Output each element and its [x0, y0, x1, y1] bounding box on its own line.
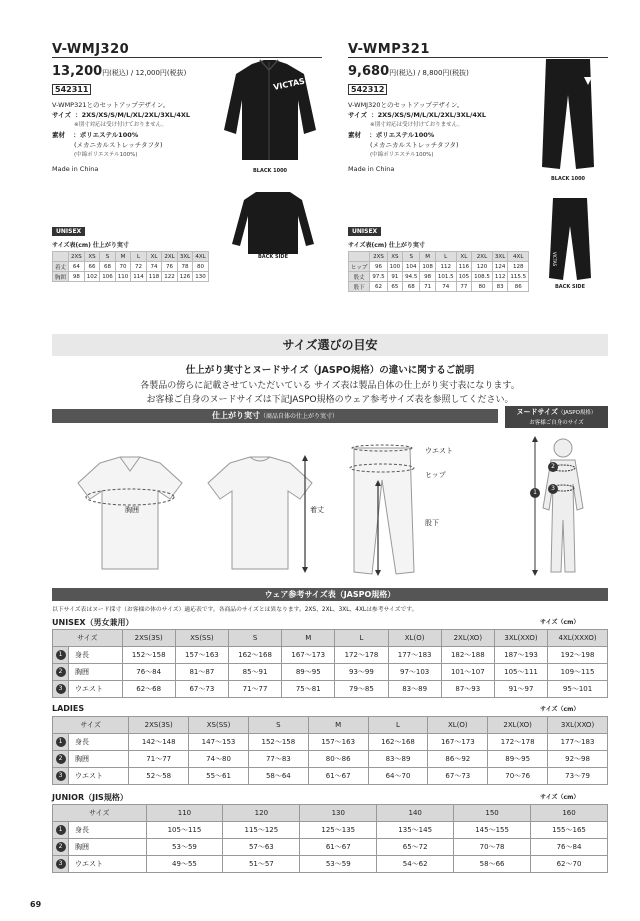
table-cell: 145〜155 — [454, 822, 531, 839]
table-cell: 62〜68 — [122, 681, 175, 698]
table-cell: 97〜103 — [388, 664, 441, 681]
size-table-title: サイズ表(cm) 仕上がり実寸 — [348, 242, 425, 249]
marker-1: 1 — [530, 488, 540, 498]
table-cell: 67〜73 — [175, 681, 228, 698]
table-row — [53, 664, 608, 681]
header-cell: L — [368, 717, 428, 734]
header-cell: XS(SS) — [189, 717, 249, 734]
guide-line2: お客様ご自身のヌードサイズは下記JASPO規格のウェア参考サイズ表を参照してください。 — [146, 395, 514, 405]
table-header-row — [53, 717, 608, 734]
table-header-row — [53, 805, 608, 822]
page-number: 69 — [30, 900, 42, 909]
caption-front: BLACK 1000 — [550, 176, 586, 182]
table-cell: 100 — [387, 262, 403, 272]
row-label: 着丈 — [53, 262, 69, 272]
header-cell: XS — [84, 252, 100, 262]
table-cell: 77〜83 — [248, 751, 308, 768]
material-fill: (中綿ポリエステル100%) — [74, 152, 138, 158]
product-code: V-WMJ320 — [52, 42, 130, 57]
table-cell: 108 — [420, 262, 436, 272]
table-cell: 91 — [387, 272, 403, 282]
nude-size-bar — [505, 406, 608, 428]
table-cell: 65 — [387, 282, 403, 292]
table-cell: 101〜107 — [441, 664, 494, 681]
jacket-back-image — [228, 186, 318, 256]
material-detail: (メカニカルストレッチタフタ) — [74, 141, 163, 149]
table-cell: 135〜145 — [377, 822, 454, 839]
row-number-badge: 2 — [56, 667, 66, 677]
body-figure — [515, 436, 595, 576]
table-cell: 71〜77 — [228, 681, 281, 698]
header-cell: M — [420, 252, 436, 262]
product-price — [348, 64, 469, 79]
table-cell: 55〜61 — [189, 768, 249, 785]
table-cell: 54〜62 — [377, 856, 454, 873]
table-cell: 62〜70 — [531, 856, 608, 873]
table-row — [349, 272, 529, 282]
table-cell: 73〜79 — [548, 768, 608, 785]
header-cell: 2XS(3S) — [129, 717, 189, 734]
table-cell: 53〜59 — [300, 856, 377, 873]
table-row — [53, 751, 608, 768]
table-cell: 49〜55 — [146, 856, 223, 873]
table-cell: 53〜59 — [146, 839, 223, 856]
polo-diagram — [70, 455, 190, 575]
row-label: 身長 — [69, 734, 129, 751]
table-cell: 74 — [435, 282, 456, 292]
table-cell: 162〜168 — [228, 647, 281, 664]
size-list: ：2XS/XS/S/M/L/XL/2XL/3XL/4XL — [371, 111, 486, 119]
header-cell: 120 — [223, 805, 300, 822]
table-row — [53, 734, 608, 751]
row-number-badge: 2 — [56, 842, 66, 852]
row-number-badge: 1 — [56, 650, 66, 660]
row-label: 股下 — [349, 282, 370, 292]
header-cell: XL(O) — [428, 717, 488, 734]
table-cell: 92〜98 — [548, 751, 608, 768]
table-cell: 177〜183 — [388, 647, 441, 664]
table-cell: 125〜135 — [300, 822, 377, 839]
row-label: ウエスト — [69, 681, 123, 698]
table-cell: 167〜173 — [428, 734, 488, 751]
row-label: ウエスト — [69, 856, 147, 873]
table-cell: 61〜67 — [300, 839, 377, 856]
row-label: 胸囲 — [53, 272, 69, 282]
table-cell: 77 — [456, 282, 472, 292]
header-cell: XS — [387, 252, 403, 262]
pants-front-image — [530, 55, 605, 173]
table-row — [349, 262, 529, 272]
length-label: 着丈 — [310, 506, 324, 514]
table-cell: 182〜188 — [441, 647, 494, 664]
table-header-row — [53, 630, 608, 647]
row-number — [53, 734, 69, 751]
row-number — [53, 768, 69, 785]
header-cell: 140 — [377, 805, 454, 822]
jacket-front-image — [212, 52, 327, 167]
header-cell: サイズ — [53, 717, 129, 734]
unisex-table — [52, 629, 608, 698]
pants-back-image — [545, 196, 595, 282]
table-cell: 94.5 — [403, 272, 420, 282]
table-cell: 112 — [492, 272, 508, 282]
material-text: ：ポリエステル100% — [369, 131, 435, 139]
row-number — [53, 856, 69, 873]
product-id: 542312 — [348, 84, 387, 95]
table-cell: 110 — [115, 272, 131, 282]
finished-label: 仕上がり実寸 — [211, 411, 260, 420]
table-cell: 70 — [115, 262, 131, 272]
table-row — [53, 822, 608, 839]
table-cell: 58〜64 — [248, 768, 308, 785]
table-cell: 102 — [84, 272, 100, 282]
table-cell: 157〜163 — [175, 647, 228, 664]
table-cell: 106 — [100, 272, 116, 282]
table-cell: 101.5 — [435, 272, 456, 282]
product-price — [52, 64, 186, 79]
header-cell: 2XS — [370, 252, 387, 262]
row-label: ヒップ — [349, 262, 370, 272]
header-cell: S — [100, 252, 116, 262]
table-cell: 67〜73 — [428, 768, 488, 785]
material-label: 素材 — [348, 131, 361, 139]
table-cell: 126 — [177, 272, 193, 282]
unit-label: サイズ（cm） — [540, 706, 580, 713]
header-cell: 150 — [454, 805, 531, 822]
header-cell: L — [131, 252, 147, 262]
header-cell: 3XL — [492, 252, 508, 262]
header-cell: XL — [146, 252, 162, 262]
table-cell: 98 — [69, 272, 85, 282]
table-row — [53, 768, 608, 785]
table-cell: 155〜165 — [531, 822, 608, 839]
pants-diagram — [340, 440, 450, 580]
guide-line1: 各製品の傍らに記載させていただいている サイズ表は製品自体の仕上がり実寸表になります。 — [140, 381, 520, 391]
table-cell: 95〜101 — [548, 681, 608, 698]
table-row — [53, 681, 608, 698]
header-cell — [53, 252, 69, 262]
row-number — [53, 822, 69, 839]
header-cell: M — [115, 252, 131, 262]
header-cell: 4XL — [193, 252, 209, 262]
table-cell: 70〜76 — [488, 768, 548, 785]
table-cell: 81〜87 — [175, 664, 228, 681]
table-cell: 70〜78 — [454, 839, 531, 856]
table-cell: 85〜91 — [228, 664, 281, 681]
table-cell: 61〜67 — [308, 768, 368, 785]
chest-label: 胸囲 — [125, 506, 139, 514]
table-cell: 112 — [435, 262, 456, 272]
marker-3: 3 — [548, 484, 558, 494]
size-list: ：2XS/XS/S/M/L/XL/2XL/3XL/4XL — [75, 111, 190, 119]
caption-back: BACK SIDE — [258, 254, 288, 260]
table-cell: 57〜63 — [223, 839, 300, 856]
product-description — [52, 100, 212, 174]
table-cell: 58〜66 — [454, 856, 531, 873]
table-cell: 152〜158 — [248, 734, 308, 751]
finished-size-bar — [52, 409, 498, 423]
desc-text: V-WMP321とのセットアップデザイン。 — [52, 101, 170, 109]
table-cell: 192〜198 — [548, 647, 608, 664]
header-cell: S — [248, 717, 308, 734]
table-header-row — [53, 252, 209, 262]
table-cell: 116 — [456, 262, 472, 272]
row-label: 胸囲 — [69, 751, 129, 768]
product-code: V-WMP321 — [348, 42, 430, 57]
ref-note: 以下サイズ表はヌード採寸（お客様の体のサイズ）適応表です。各商品のサイズとは異なります。2XS、2XL、3XL、4XLは参考サイズです。 — [52, 607, 418, 613]
unisex-title: UNISEX（男女兼用） — [52, 618, 134, 627]
table-cell: 74〜80 — [189, 751, 249, 768]
table-cell: 75〜81 — [282, 681, 335, 698]
table-cell: 65〜72 — [377, 839, 454, 856]
unit-label: サイズ（cm） — [540, 619, 580, 626]
table-cell: 83〜89 — [368, 751, 428, 768]
row-label: ウエスト — [69, 768, 129, 785]
table-cell: 118 — [146, 272, 162, 282]
header-cell: サイズ — [53, 805, 147, 822]
header-cell: 2XL(XO) — [488, 717, 548, 734]
table-row — [53, 647, 608, 664]
table-cell: 115〜125 — [223, 822, 300, 839]
table-cell: 105〜115 — [146, 822, 223, 839]
table-cell: 80〜86 — [308, 751, 368, 768]
header-cell: 2XL(XO) — [441, 630, 494, 647]
header-cell — [349, 252, 370, 262]
row-number — [53, 751, 69, 768]
guide-title-bar — [52, 334, 608, 356]
nude-label: ヌードサイズ — [516, 408, 558, 416]
table-cell: 114 — [131, 272, 147, 282]
table-cell: 128 — [508, 262, 529, 272]
row-number-badge: 2 — [56, 754, 66, 764]
header-cell: XL(O) — [388, 630, 441, 647]
header-cell: 2XS(3S) — [122, 630, 175, 647]
table-cell: 51〜57 — [223, 856, 300, 873]
size-table-title: サイズ表(cm) 仕上がり実寸 — [52, 242, 129, 249]
guide-title: サイズ選びの目安 — [282, 338, 378, 352]
ladies-title: LADIES — [52, 704, 85, 713]
material-text: ：ポリエステル100% — [73, 131, 139, 139]
table-cell: 109〜115 — [548, 664, 608, 681]
junior-table — [52, 804, 608, 873]
table-cell: 76〜84 — [531, 839, 608, 856]
header-cell: XS(SS) — [175, 630, 228, 647]
table-cell: 97.5 — [370, 272, 387, 282]
header-cell: 2XS — [69, 252, 85, 262]
header-cell: 3XL(XXO) — [548, 717, 608, 734]
table-cell: 157〜163 — [308, 734, 368, 751]
unit-label: サイズ（cm） — [540, 794, 580, 801]
table-cell: 64〜70 — [368, 768, 428, 785]
table-cell: 172〜178 — [488, 734, 548, 751]
table-cell: 89〜95 — [488, 751, 548, 768]
table-cell: 78 — [177, 262, 193, 272]
price-main: 9,680 — [348, 64, 390, 79]
table-cell: 64 — [69, 262, 85, 272]
unisex-tag: UNISEX — [348, 227, 381, 236]
nude-sub1: （JASPO規格） — [558, 410, 597, 416]
table-cell: 122 — [162, 272, 178, 282]
table-row — [53, 839, 608, 856]
table-cell: 66 — [84, 262, 100, 272]
table-cell: 130 — [193, 272, 209, 282]
header-cell: S — [228, 630, 281, 647]
table-cell: 89〜95 — [282, 664, 335, 681]
unisex-tag: UNISEX — [52, 227, 85, 236]
finished-sub: （商品自体の仕上がり実寸） — [259, 413, 338, 420]
row-number-badge: 1 — [56, 825, 66, 835]
shirt-diagram — [200, 455, 320, 575]
table-cell: 115.5 — [508, 272, 529, 282]
table-cell: 76 — [162, 262, 178, 272]
header-cell: M — [308, 717, 368, 734]
table-cell: 68 — [100, 262, 116, 272]
header-cell: 110 — [146, 805, 223, 822]
svg-text:VICTAS: VICTAS — [552, 252, 557, 267]
table-cell: 91〜97 — [494, 681, 547, 698]
header-cell: 3XL — [177, 252, 193, 262]
svg-text:VICTAS: VICTAS — [272, 76, 306, 92]
row-number-badge: 3 — [56, 771, 66, 781]
header-cell: サイズ — [53, 630, 123, 647]
table-cell: 74 — [146, 262, 162, 272]
size-note: ※別寸対応は受け付けておりません。 — [74, 122, 167, 128]
table-row — [349, 282, 529, 292]
table-cell: 83〜89 — [388, 681, 441, 698]
row-number — [53, 681, 69, 698]
table-cell: 86 — [508, 282, 529, 292]
row-number-badge: 3 — [56, 684, 66, 694]
material-label: 素材 — [52, 131, 65, 139]
table-cell: 162〜168 — [368, 734, 428, 751]
table-cell: 80 — [193, 262, 209, 272]
ladies-table — [52, 716, 608, 785]
row-label: 股丈 — [349, 272, 370, 282]
row-number — [53, 647, 69, 664]
table-cell: 76〜84 — [122, 664, 175, 681]
row-label: 胸囲 — [69, 664, 123, 681]
header-cell: M — [282, 630, 335, 647]
product-description — [348, 100, 518, 174]
table-cell: 187〜193 — [494, 647, 547, 664]
table-row — [53, 856, 608, 873]
junior-title: JUNIOR（JIS規格） — [52, 793, 128, 802]
table-cell: 105〜111 — [494, 664, 547, 681]
origin: Made in China — [52, 165, 99, 173]
table-cell: 104 — [403, 262, 420, 272]
table-cell: 152〜158 — [122, 647, 175, 664]
row-label: 身長 — [69, 822, 147, 839]
header-cell: 130 — [300, 805, 377, 822]
origin: Made in China — [348, 165, 395, 173]
marker-2: 2 — [548, 462, 558, 472]
table-row — [53, 272, 209, 282]
price-suffix: 円(税込) / 12,000円(税抜) — [102, 69, 187, 77]
table-cell: 71〜77 — [129, 751, 189, 768]
table-cell: 87〜93 — [441, 681, 494, 698]
table-cell: 167〜173 — [282, 647, 335, 664]
waist-label: ウエスト — [425, 447, 453, 455]
table-cell: 80 — [472, 282, 493, 292]
ref-title-bar — [52, 588, 608, 601]
table-cell: 83 — [492, 282, 508, 292]
inseam-label: 股下 — [425, 519, 439, 527]
price-main: 13,200 — [52, 64, 103, 79]
material-detail: (メカニカルストレッチタフタ) — [370, 141, 459, 149]
table-cell: 79〜85 — [335, 681, 388, 698]
table-cell: 177〜183 — [548, 734, 608, 751]
table-cell: 96 — [370, 262, 387, 272]
table-cell: 142〜148 — [129, 734, 189, 751]
table-cell: 68 — [403, 282, 420, 292]
row-label: 胸囲 — [69, 839, 147, 856]
left-size-table — [52, 251, 209, 282]
header-cell: 4XL(XXXO) — [548, 630, 608, 647]
material-fill: (中綿ポリエステル100%) — [370, 152, 434, 158]
size-label: サイズ — [348, 111, 367, 119]
header-cell: 2XL — [162, 252, 178, 262]
table-cell: 120 — [472, 262, 493, 272]
nude-sub2: お客様ご自身のサイズ — [529, 420, 584, 426]
row-number — [53, 664, 69, 681]
table-cell: 105 — [456, 272, 472, 282]
table-cell: 124 — [492, 262, 508, 272]
product-id: 542311 — [52, 84, 91, 95]
hip-label: ヒップ — [425, 471, 446, 479]
ref-title: ウェア参考サイズ表（JASPO規格） — [264, 590, 396, 599]
table-cell: 52〜58 — [129, 768, 189, 785]
header-cell: 2XL — [472, 252, 493, 262]
row-number — [53, 839, 69, 856]
row-number-badge: 3 — [56, 859, 66, 869]
header-cell: L — [435, 252, 456, 262]
table-cell: 86〜92 — [428, 751, 488, 768]
header-cell: 160 — [531, 805, 608, 822]
table-cell: 172〜178 — [335, 647, 388, 664]
price-suffix: 円(税込) / 8,800円(税抜) — [389, 69, 469, 77]
right-size-table — [348, 251, 529, 292]
header-cell: S — [403, 252, 420, 262]
table-cell: 62 — [370, 282, 387, 292]
guide-subtitle: 仕上がり実寸とヌードサイズ（JASPO規格）の違いに関するご説明 — [185, 365, 475, 376]
desc-text: V-WMJ320とのセットアップデザイン。 — [348, 101, 464, 109]
table-cell: 98 — [420, 272, 436, 282]
size-label: サイズ — [52, 111, 71, 119]
header-cell: 3XL(XXO) — [494, 630, 547, 647]
table-cell: 72 — [131, 262, 147, 272]
header-cell: 4XL — [508, 252, 529, 262]
table-cell: 147〜153 — [189, 734, 249, 751]
table-cell: 71 — [420, 282, 436, 292]
row-number-badge: 1 — [56, 737, 66, 747]
table-cell: 93〜99 — [335, 664, 388, 681]
header-cell: XL — [456, 252, 472, 262]
table-cell: 108.5 — [472, 272, 493, 282]
row-label: 身長 — [69, 647, 123, 664]
table-row — [53, 262, 209, 272]
header-cell: L — [335, 630, 388, 647]
caption-front: BLACK 1000 — [252, 168, 288, 174]
caption-back: BACK SIDE — [555, 284, 585, 290]
table-header-row — [349, 252, 529, 262]
size-note: ※別寸対応は受け付けておりません。 — [370, 122, 463, 128]
